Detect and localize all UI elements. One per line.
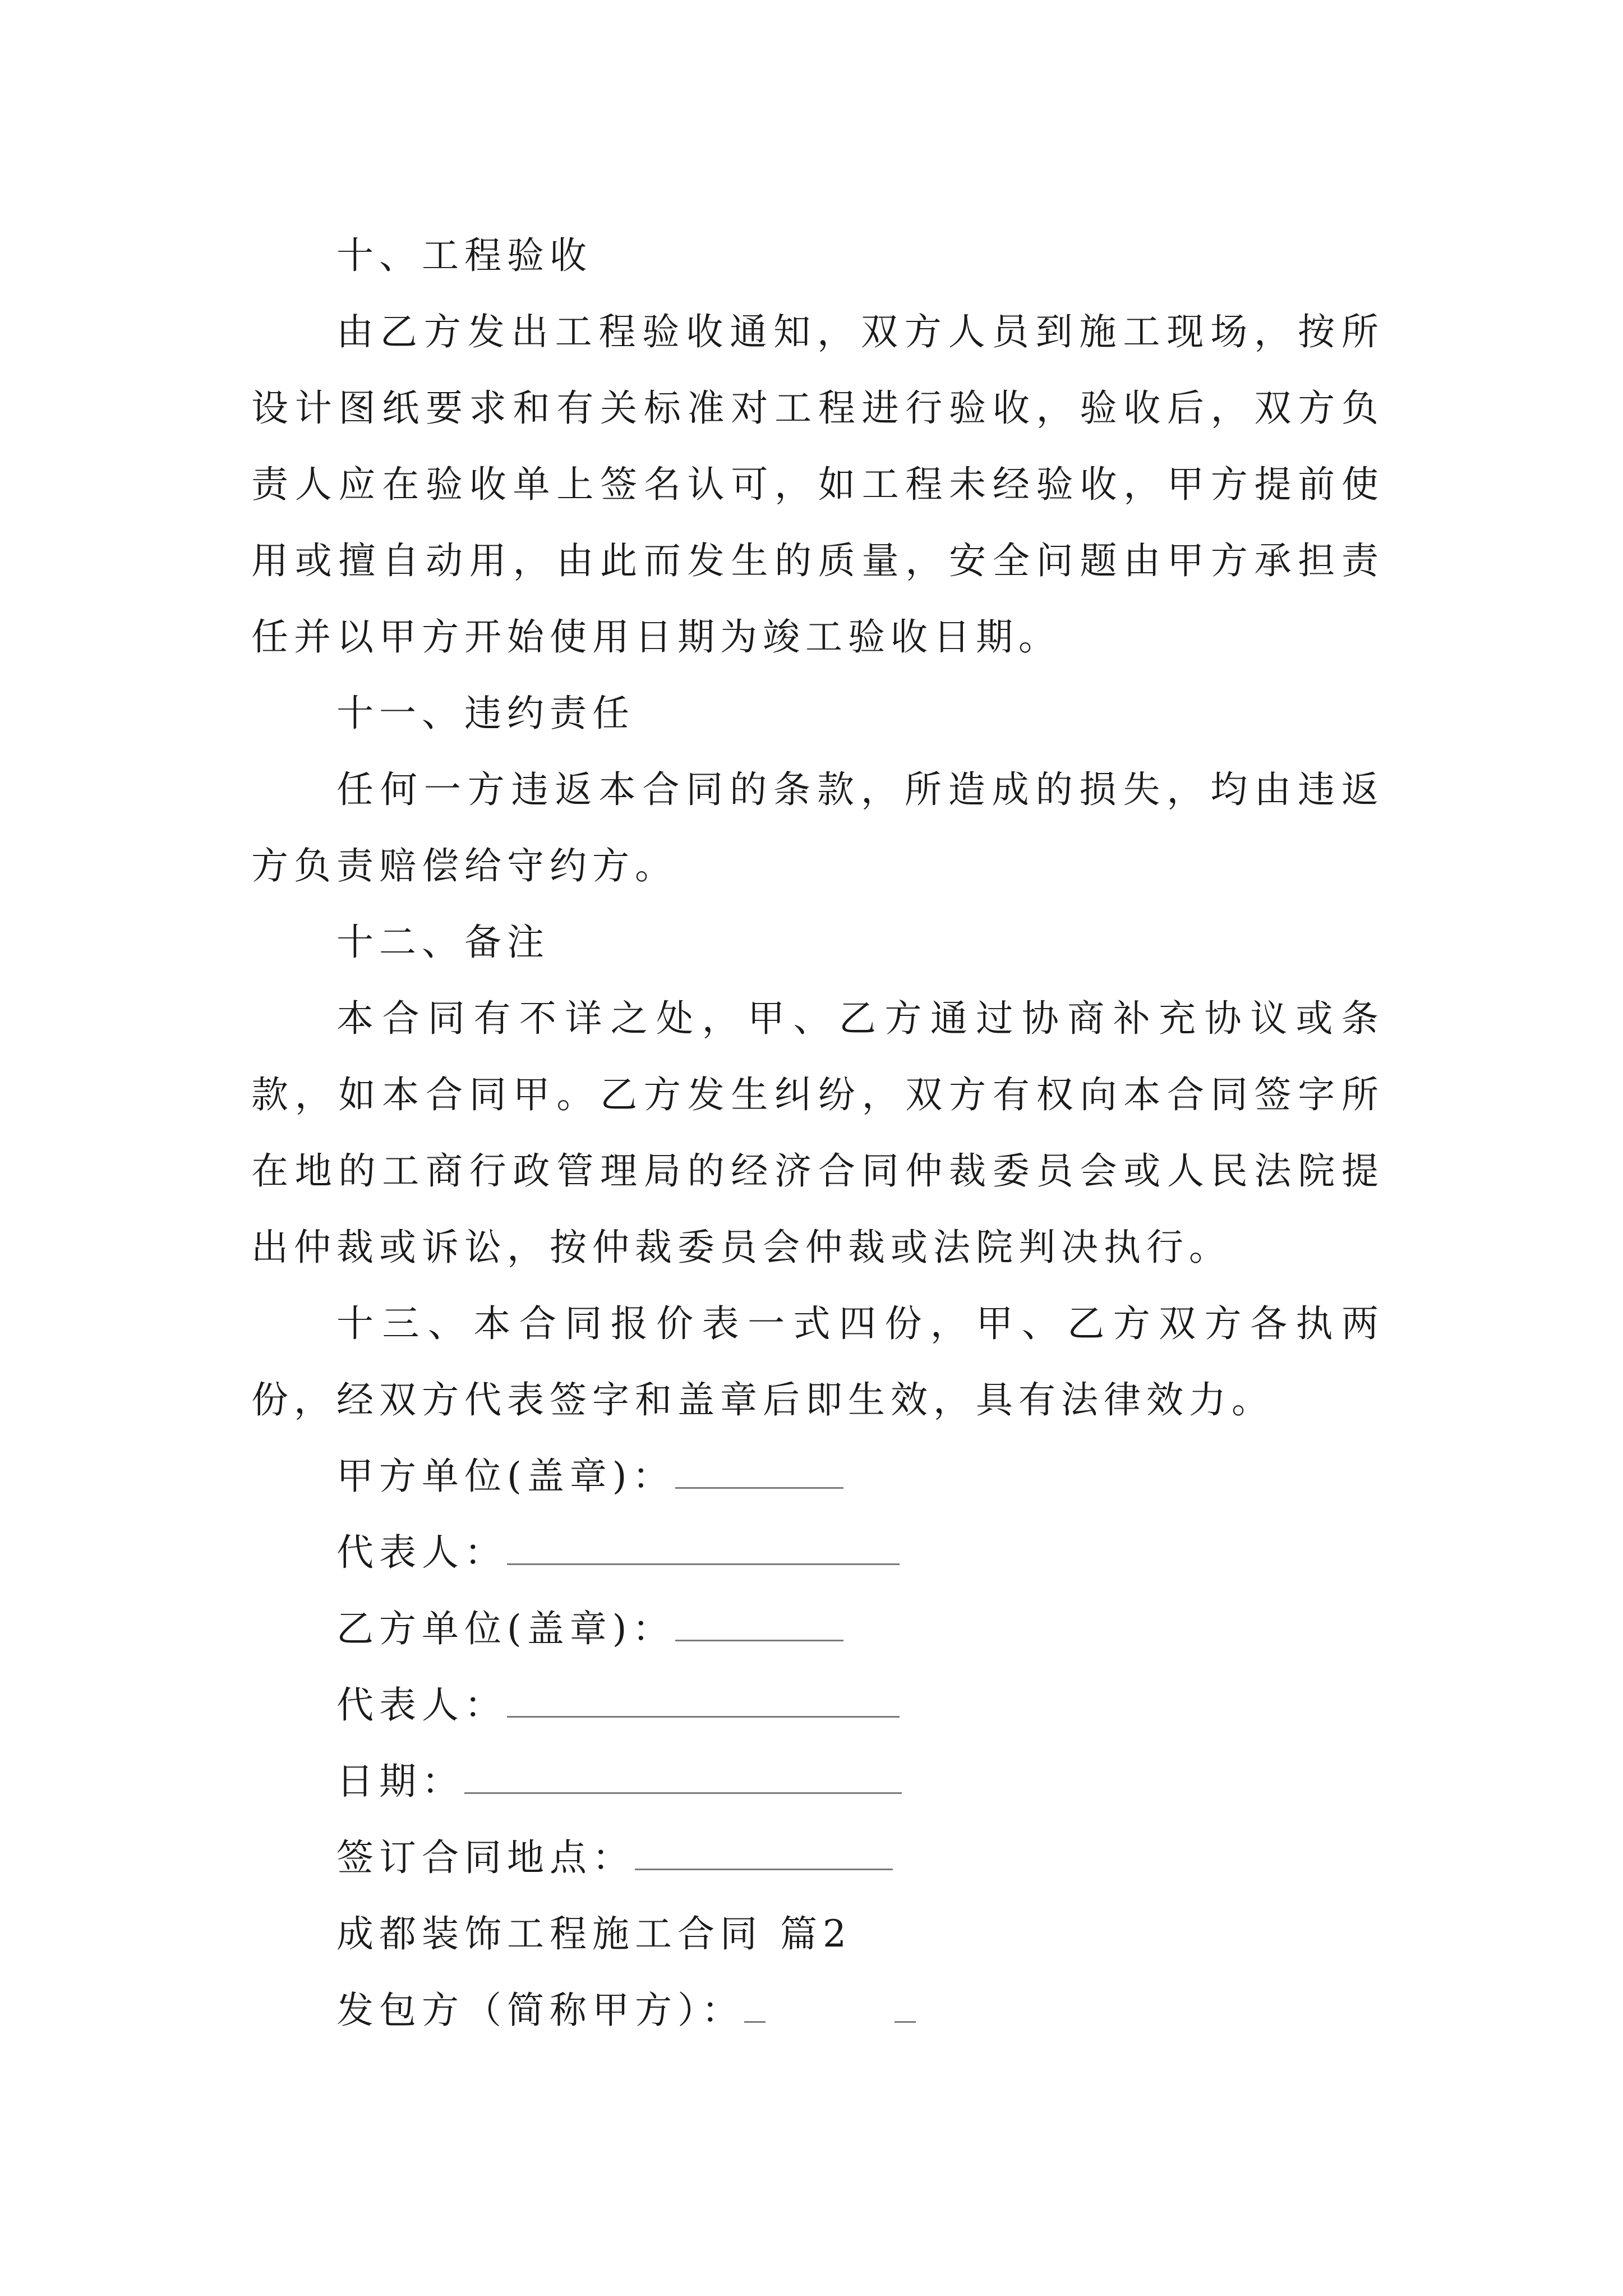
party-b-rep-label: 代表人：	[336, 1683, 507, 1727]
party-a-rep-blank[interactable]	[507, 1534, 900, 1565]
date-label: 日期：	[336, 1760, 464, 1803]
place-label: 签订合同地点：	[336, 1836, 635, 1879]
party-b-unit-label: 乙方单位(盖章)：	[336, 1607, 675, 1650]
party-a-rep-line	[251, 1515, 1384, 1591]
party-a-unit-line	[251, 1438, 1384, 1515]
party-b-unit-blank[interactable]	[675, 1611, 843, 1641]
document-content	[251, 218, 1384, 2049]
party-a-rep-label: 代表人：	[336, 1531, 507, 1574]
party-a-unit-label: 甲方单位(盖章)：	[336, 1455, 675, 1498]
section-11-heading: 十一、违约责任	[336, 692, 635, 735]
party-b-rep-line	[251, 1667, 1384, 1743]
party-b-rep-blank[interactable]	[507, 1687, 900, 1718]
section-10-body: 由乙方发出工程验收通知，双方人员到施工现场，按所设计图纸要求和有关标准对工程进行验收，验收后，双方负责人应在验收单上签名认可，如工程未经验收，甲方提前使用或擅自动用，由此而发生的质量，安全问题由甲方承担责任并以甲方开始使用日期为竣工验收日期。	[251, 310, 1384, 659]
section-10-heading: 十、工程验收	[336, 234, 592, 277]
section-12-body: 本合同有不详之处，甲、乙方通过协商补充协议或条款，如本合同甲。乙方发生纠纷，双方有权向本合同签字所在地的工商行政管理局的经济合同仲裁委员会或人民法院提出仲裁或诉讼，按仲裁委员会仲裁或法院判决执行。	[251, 997, 1384, 1269]
date-blank[interactable]	[464, 1763, 902, 1794]
place-blank[interactable]	[635, 1839, 893, 1870]
contractor-blank-end[interactable]	[895, 1992, 916, 2023]
contractor-label: 发包方（简称甲方）：	[336, 1989, 744, 2032]
date-line	[251, 1743, 1384, 1820]
place-line	[251, 1820, 1384, 1896]
contractor-blank-start[interactable]	[744, 1992, 766, 2023]
section-12-heading: 十二、备注	[336, 921, 550, 964]
section-11-body: 任何一方违返本合同的条款，所造成的损失，均由违返方负责赔偿给守约方。	[251, 768, 1384, 887]
contractor-line	[251, 1972, 1384, 2049]
party-a-unit-blank[interactable]	[675, 1458, 843, 1489]
next-contract-title: 成都装饰工程施工合同 篇2	[336, 1912, 852, 1955]
party-b-unit-line	[251, 1591, 1384, 1667]
clause-13: 十三、本合同报价表一式四份，甲、乙方双方各执两份，经双方代表签字和盖章后即生效，具有法律效力。	[251, 1302, 1384, 1421]
